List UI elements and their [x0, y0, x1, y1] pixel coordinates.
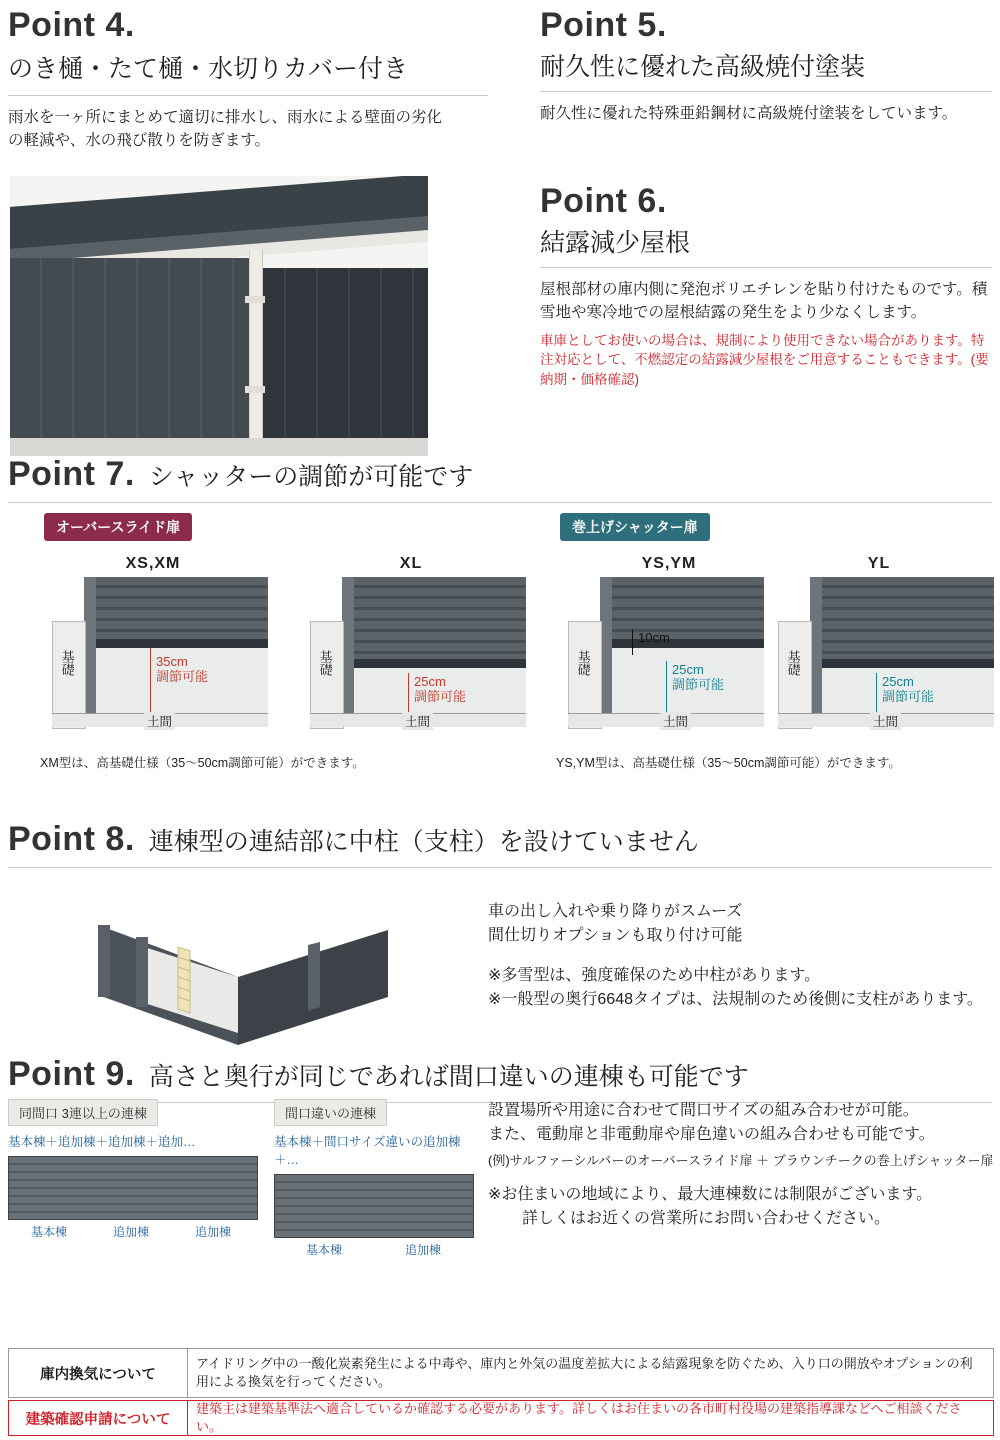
section-point9 — [8, 1055, 994, 1257]
dimension-line — [150, 648, 151, 716]
dimension-add-unit: 追加棟 — [194, 1225, 231, 1239]
shutter-slats — [600, 577, 784, 639]
lintel — [810, 659, 994, 668]
foundation-label: 基礎 — [785, 650, 801, 676]
divider-point4 — [8, 95, 488, 96]
lintel — [84, 639, 268, 648]
floor-slab — [52, 713, 268, 727]
interior-isometric-illustration — [78, 885, 408, 1045]
dimension-label-25cm: 25cm 調節可能 — [882, 674, 935, 704]
floor-label: 土間 — [660, 712, 691, 730]
point5-title: Point 5. — [540, 6, 667, 44]
footer-note-building-permit — [8, 1400, 994, 1436]
shutter-figure-ys-ym — [554, 555, 784, 737]
point7-note-left: XM型は、高基礎仕様（35〜50cm調節可能）ができます。 — [40, 756, 365, 770]
floor-slab — [778, 713, 994, 727]
dimension-line-top — [632, 629, 633, 655]
floor-label: 土間 — [870, 712, 901, 730]
dimension-label-25cm: 25cm 調節可能 — [414, 674, 467, 704]
point8-title: Point 8. — [8, 820, 135, 858]
tag-overslide-door: オーバースライド扉 — [44, 513, 192, 541]
footer-label-ventilation: 庫内換気について — [9, 1349, 188, 1397]
shutter-figure-xs-xm — [38, 555, 268, 737]
point8-note2: ※一般型の奥行6648タイプは、法規制のため後側に支柱があります。 — [488, 991, 983, 1008]
section-point4 — [8, 6, 508, 153]
figure-mixed-width — [274, 1099, 474, 1258]
figure-label: XL — [399, 555, 423, 572]
dimension-line — [876, 673, 877, 716]
figure-label: YS,YM — [641, 555, 697, 572]
point8-subtitle: 連棟型の連結部に中柱（支柱）を設けていません — [148, 828, 699, 856]
figure-caption-same-width: 基本棟＋追加棟＋追加棟＋追加… — [8, 1135, 196, 1149]
point9-text-block — [488, 1099, 1000, 1231]
point8-body1: 車の出し入れや乗り降りがスムーズ — [488, 903, 743, 920]
divider-point6 — [540, 267, 992, 268]
point8-body2: 間仕切りオプションも取り付け可能 — [488, 927, 743, 944]
section-point7 — [8, 455, 992, 785]
point9-note1: ※お住まいの地域により、最大連棟数には制限がございます。 — [488, 1186, 933, 1203]
section-point6 — [540, 182, 992, 389]
foundation-label: 基礎 — [59, 650, 75, 676]
figure-caption-mixed-width: 基本棟＋間口サイズ違いの追加棟＋… — [274, 1135, 461, 1167]
shutter-diagram-grid — [8, 555, 992, 785]
figure-label: XS,XM — [125, 555, 181, 572]
point6-subtitle: 結露減少屋根 — [540, 229, 691, 257]
figure-same-width-3units — [8, 1099, 258, 1240]
dimension-base-unit: 基本棟 — [305, 1243, 342, 1257]
dimension-add-unit: 追加棟 — [404, 1243, 441, 1257]
dimension-add-unit: 追加棟 — [112, 1225, 149, 1239]
floor-slab — [310, 713, 526, 727]
floor-label: 土間 — [144, 712, 175, 730]
shutter-figure-yl — [764, 555, 994, 737]
dimension-base-unit: 基本棟 — [30, 1225, 67, 1239]
point9-body2: また、電動扉と非電動扉や扉色違いの組み合わせも可能です。 — [488, 1126, 935, 1143]
divider-point5 — [540, 91, 992, 92]
point5-subtitle: 耐久性に優れた高級焼付塗装 — [540, 53, 866, 81]
point7-note-right: YS,YM型は、高基礎仕様（35〜50cm調節可能）ができます。 — [556, 756, 901, 770]
shutter-slats — [810, 577, 994, 659]
dimension-line — [666, 661, 667, 716]
shed-photo — [10, 176, 428, 456]
point9-body1: 設置場所や用途に合わせて間口サイズの組み合わせが可能。 — [488, 1102, 919, 1119]
point4-subtitle: のき樋・たて樋・水切りカバー付き — [8, 55, 409, 83]
dimension-line — [408, 673, 409, 716]
shutter-slats — [84, 577, 268, 639]
dimension-label-10cm: 10cm — [638, 630, 670, 645]
shutter-figure-xl — [296, 555, 526, 737]
tag-rollup-shutter: 巻上げシャッター扉 — [560, 513, 710, 541]
footer-note-ventilation — [8, 1348, 994, 1398]
footer-label-building-permit: 建築確認申請について — [9, 1401, 188, 1435]
building-row-mixed-width — [274, 1174, 474, 1238]
section-point8 — [8, 820, 992, 1008]
floor-slab — [568, 713, 784, 727]
lintel — [600, 639, 784, 648]
foundation-label: 基礎 — [317, 650, 333, 676]
footer-text-ventilation: アイドリング中の一酸化炭素発生による中毒や、庫内と外気の温度差拡大による結露現象を防ぐため、入り口の開放やオプションの利用による換気を行ってください。 — [196, 1355, 973, 1389]
downspout-pipe — [249, 250, 263, 456]
point6-title: Point 6. — [540, 182, 667, 220]
point9-body3: (例)サルファーシルバーのオーバースライド扉 ＋ ブラウンチークの巻上げシャッター扉 — [488, 1153, 994, 1168]
section-point5 — [540, 6, 992, 125]
figure-label-same-width: 同間口 3連以上の連棟 — [8, 1099, 158, 1126]
point6-body: 屋根部材の庫内側に発泡ポリエチレンを貼り付けたものです。積雪地や寒冷地での屋根結露の発生をより少なくします。 — [540, 281, 988, 322]
dimension-label-25cm: 25cm 調節可能 — [672, 662, 725, 692]
dimension-row-mixed-width — [274, 1241, 474, 1258]
shutter-slats — [342, 577, 526, 659]
building-row-same-width — [8, 1156, 258, 1220]
wall-front — [10, 258, 260, 456]
ground-line — [10, 438, 428, 456]
point7-title: Point 7. — [8, 455, 135, 493]
divider-point7 — [8, 502, 992, 503]
point9-note2: 詳しくはお近くの営業所にお問い合わせください。 — [522, 1210, 891, 1227]
floor-label: 土間 — [402, 712, 433, 730]
point8-text-block — [488, 900, 998, 1012]
foundation-label: 基礎 — [575, 650, 591, 676]
point6-note-red: 車庫としてお使いの場合は、規制により使用できない場合があります。特注対応として、不燃認定の結露減少屋根をご用意することもできます。(要納期・価格確認) — [540, 332, 989, 387]
wall-side — [260, 268, 428, 456]
figure-label-mixed-width: 間口違いの連棟 — [274, 1099, 387, 1126]
point9-subtitle: 高さと奥行が同じであれば間口違いの連棟も可能です — [148, 1063, 749, 1091]
dimension-label-35cm: 35cm 調節可能 — [156, 654, 209, 684]
point7-subtitle: シャッターの調節が可能です — [148, 463, 474, 491]
pipe-clip — [245, 296, 265, 303]
point4-title: Point 4. — [8, 6, 135, 44]
point8-note1: ※多雪型は、強度確保のため中柱があります。 — [488, 967, 821, 984]
divider-point8 — [8, 867, 992, 868]
point4-body: 雨水を一ヶ所にまとめて適切に排水し、雨水による壁面の劣化の軽減や、水の飛び散りを防ぎます。 — [8, 109, 443, 150]
point9-title: Point 9. — [8, 1055, 135, 1093]
figure-label: YL — [867, 555, 891, 572]
dimension-row-same-width — [8, 1223, 258, 1240]
footer-text-building-permit: 建築主は建築基準法へ適合しているか確認する必要があります。詳しくはお住まいの各市町村役場の建築指導課などへご相談ください。 — [196, 1400, 962, 1434]
lintel — [342, 659, 526, 668]
point5-body: 耐久性に優れた特殊亜鉛鋼材に高級焼付塗装をしています。 — [540, 105, 958, 122]
pipe-clip — [245, 386, 265, 393]
